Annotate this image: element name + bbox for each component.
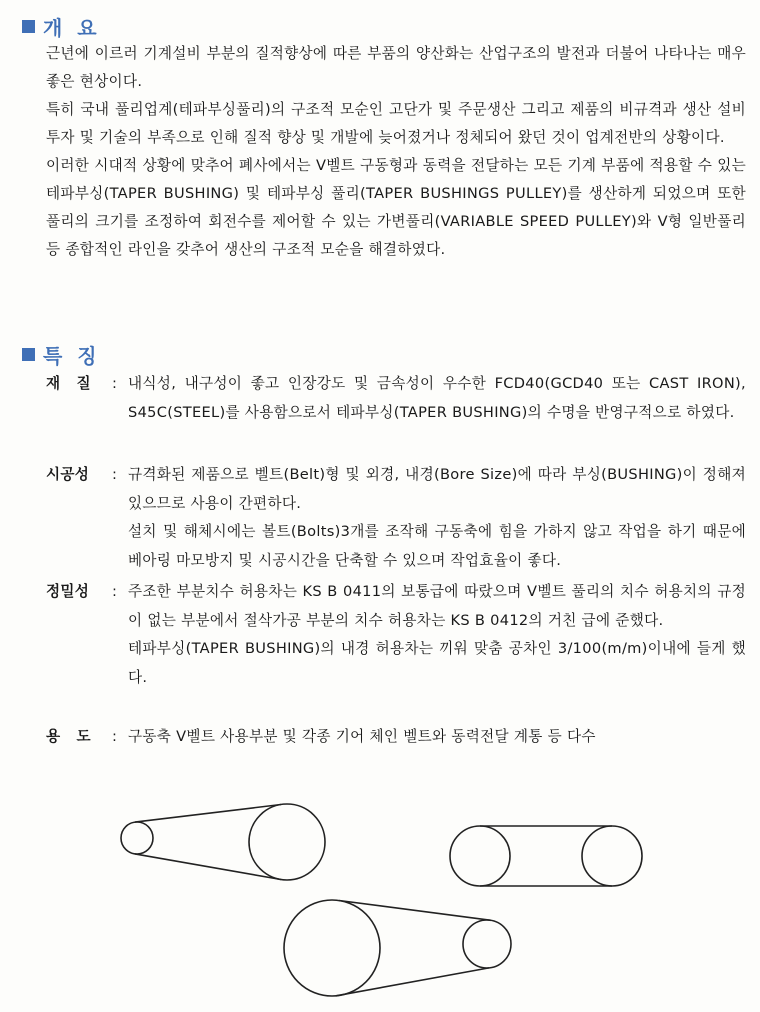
features-title: 특 징 bbox=[43, 344, 101, 368]
feature-colon: : bbox=[112, 466, 118, 483]
feature-text: 주조한 부분치수 허용차는 KS B 0411의 보통급에 따랐으며 V벨트 풀리의 치수 허용치의 규정이 없는 부분에서 절삭가공 부분의 치수 허용차는 KS B 0412의 거친 급에 준했다. bbox=[128, 583, 746, 629]
feature-colon: : bbox=[112, 583, 118, 600]
square-bullet-icon bbox=[22, 348, 35, 361]
belt-drive-1 bbox=[121, 804, 325, 880]
feature-label: 용 도 bbox=[46, 728, 91, 745]
feature-text: 테파부싱(TAPER BUSHING)의 내경 허용차는 끼워 맞춤 공차인 3/100(m/m)이내에 들게 했다. bbox=[128, 640, 746, 686]
belt-line bbox=[336, 968, 489, 996]
feature-text: 내식성, 내구성이 좋고 인장강도 및 금속성이 우수한 FCD40(GCD40 또는 CAST IRON), S45C(STEEL)를 사용함으로서 테파부싱(TAPER BUSHING)의 수명을 반영구적으로 하였다. bbox=[128, 375, 746, 421]
feature-text: 구동축 V벨트 사용부분 및 각종 기어 체인 벨트와 동력전달 계통 등 다수 bbox=[128, 728, 596, 745]
belt-drive-illustration bbox=[0, 770, 760, 1012]
belt-line bbox=[135, 805, 281, 823]
overview-paragraph-3: 이러한 시대적 상황에 맞추어 폐사에서는 V벨트 구동형과 동력을 전달하는 모든 기계 부품에 적용할 수 있는 테파부싱(TAPER BUSHING) 및 테파부싱 풀리(TAPER BUSHINGS PULLEY)를 생산하게 되었으며 또한 풀리의 크기를 조정하여 회전수를 제어할 수 있는 가변풀리(VARIABLE SPEED PULLEY)와 V형 일반풀리 등 종합적인 라인을 갖추어 생산의 구조적 모순을 해결하였다. bbox=[46, 157, 746, 258]
feature-colon: : bbox=[112, 375, 118, 392]
overview-title: 개 요 bbox=[43, 16, 101, 40]
feature-material bbox=[46, 370, 746, 427]
feature-usage bbox=[46, 723, 746, 752]
large-pulley-icon bbox=[249, 804, 325, 880]
pulley-icon bbox=[450, 826, 510, 886]
feature-text: 규격화된 제품으로 벨트(Belt)형 및 외경, 내경(Bore Size)에 따라 부싱(BUSHING)이 정해져 있으므로 사용이 간편하다. bbox=[128, 466, 746, 512]
feature-text: 설치 및 해체시에는 볼트(Bolts)3개를 조작해 구동축에 힘을 가하지 않고 작업을 하기 때문에 베아링 마모방지 및 시공시간을 단축할 수 있으며 작업효율이 좋다. bbox=[128, 523, 746, 569]
features-heading bbox=[22, 340, 101, 369]
small-pulley-icon bbox=[463, 920, 511, 968]
feature-workability bbox=[46, 461, 746, 575]
feature-colon: : bbox=[112, 728, 118, 745]
large-pulley-icon bbox=[284, 900, 380, 996]
overview-body bbox=[46, 40, 746, 264]
overview-heading bbox=[22, 12, 101, 41]
belt-drive-3 bbox=[284, 900, 511, 996]
feature-label: 시공성 bbox=[46, 466, 90, 483]
feature-precision bbox=[46, 578, 746, 692]
overview-paragraph-1: 근년에 이르러 기계설비 부분의 질적향상에 따른 부품의 양산화는 산업구조의 발전과 더불어 나타나는 매우 좋은 현상이다. bbox=[46, 45, 746, 90]
feature-label: 정밀성 bbox=[46, 583, 90, 600]
feature-label: 재 질 bbox=[46, 375, 91, 392]
pulley-icon bbox=[582, 826, 642, 886]
square-bullet-icon bbox=[22, 20, 35, 33]
small-pulley-icon bbox=[121, 822, 153, 854]
overview-paragraph-2: 특히 국내 풀리업계(테파부싱풀리)의 구조적 모순인 고단가 및 주문생산 그리고 제품의 비규격과 생산 설비투자 및 기술의 부족으로 인해 질적 향상 및 개발에 늦어졌거나 정체되어 왔던 것이 업계전반의 상황이다. bbox=[46, 101, 746, 146]
belt-drive-2 bbox=[450, 826, 642, 886]
